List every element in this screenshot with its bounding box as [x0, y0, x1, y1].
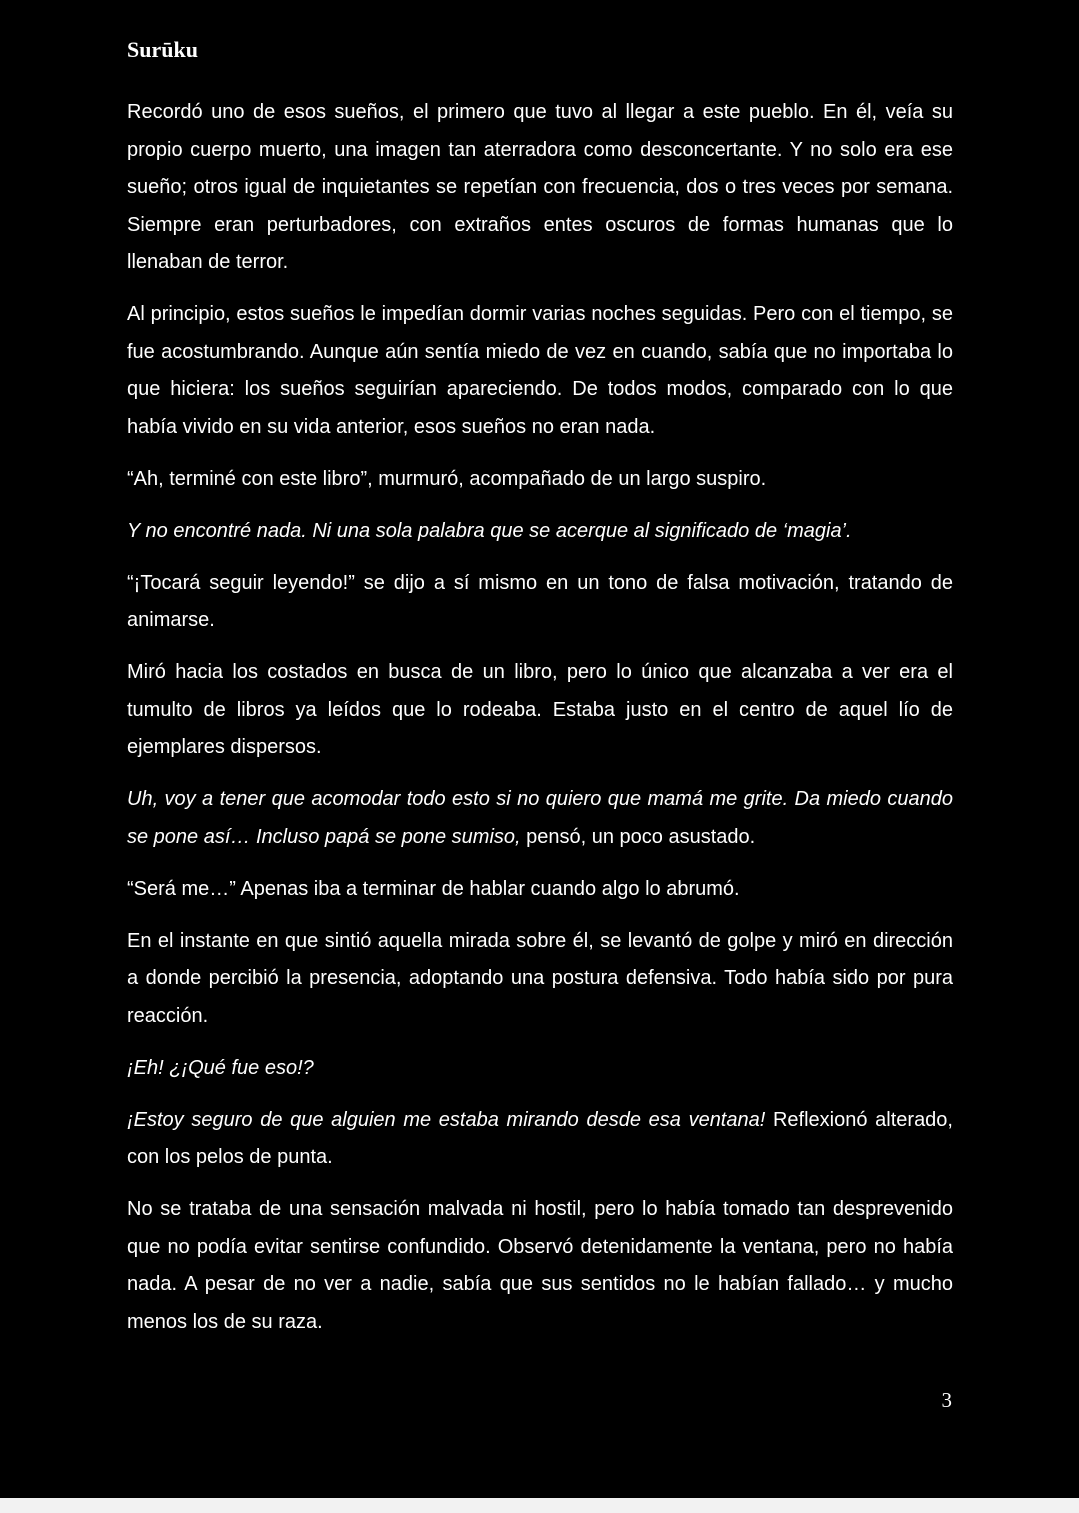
- paragraph: [127, 1102, 953, 1177]
- paragraph: [127, 781, 953, 856]
- paragraph: “Ah, terminé con este libro”, murmuró, acompañado de un largo suspiro.: [127, 467, 767, 490]
- paragraph: “Será me…” Apenas iba a terminar de hablar cuando algo lo abrumó.: [127, 877, 740, 900]
- paragraph: Recordó uno de esos sueños, el primero que tuvo al llegar a este pueblo. En él, veía su propio cuerpo muerto, una imagen tan aterradora como desconcertante. Y no solo era ese sueño; otros igual de inquietantes se repetían con frecuencia, dos o tres veces por semana. Siempre eran perturbadores, con extraños entes oscuros de formas humanas que lo llenaban de terror.: [127, 101, 953, 273]
- page-bottom-edge: [0, 1498, 1079, 1513]
- italic-thought: ¡Eh! ¿¡Qué fue eso!?: [127, 1056, 314, 1079]
- body-text: [127, 94, 953, 1356]
- page-number: 3: [941, 1388, 952, 1412]
- paragraph-text: pensó, un poco asustado.: [520, 825, 756, 848]
- header-title: Surūku: [127, 37, 198, 62]
- paragraph: En el instante en que sintió aquella mirada sobre él, se levantó de golpe y miró en dirección a donde percibió la presencia, adoptando una postura defensiva. Todo había sido por pura reacción.: [127, 929, 953, 1027]
- paragraph: No se trataba de una sensación malvada ni hostil, pero lo había tomado tan desprevenido que no podía evitar sentirse confundido. Observó detenidamente la ventana, pero no había nada. A pesar de no ver a nadie, sabía que sus sentidos no le habían fallado… y mucho menos los de su raza.: [127, 1198, 953, 1333]
- paragraph: “¡Tocará seguir leyendo!” se dijo a sí mismo en un tono de falsa motivación, tratando de animarse.: [127, 571, 953, 631]
- paragraph: [127, 513, 953, 551]
- paragraph: Miró hacia los costados en busca de un libro, pero lo único que alcanzaba a ver era el tumulto de libros ya leídos que lo rodeaba. Estaba justo en el centro de aquel lío de ejemplares dispersos.: [127, 661, 953, 758]
- paragraph: [127, 1050, 953, 1088]
- italic-thought: Y no encontré nada. Ni una sola palabra que se acerque al significado de ‘magia’.: [127, 519, 852, 542]
- paragraph: Al principio, estos sueños le impedían dormir varias noches seguidas. Pero con el tiempo, se fue acostumbrando. Aunque aún sentía miedo de vez en cuando, sabía que no importaba lo que hiciera: los sueños seguirían apareciendo. De todos modos, comparado con lo que había vivido en su vida anterior, esos sueños no eran nada.: [127, 303, 953, 438]
- italic-thought: Uh, voy a tener que acomodar todo esto si no quiero que mamá me grite. Da miedo cuando se pone así… Incluso papá se pone sumiso,: [127, 788, 953, 848]
- italic-thought: ¡Estoy seguro de que alguien me estaba mirando desde esa ventana!: [127, 1108, 766, 1131]
- paragraph-text: Reflexionó alterado, con los pelos de punta.: [127, 1108, 953, 1168]
